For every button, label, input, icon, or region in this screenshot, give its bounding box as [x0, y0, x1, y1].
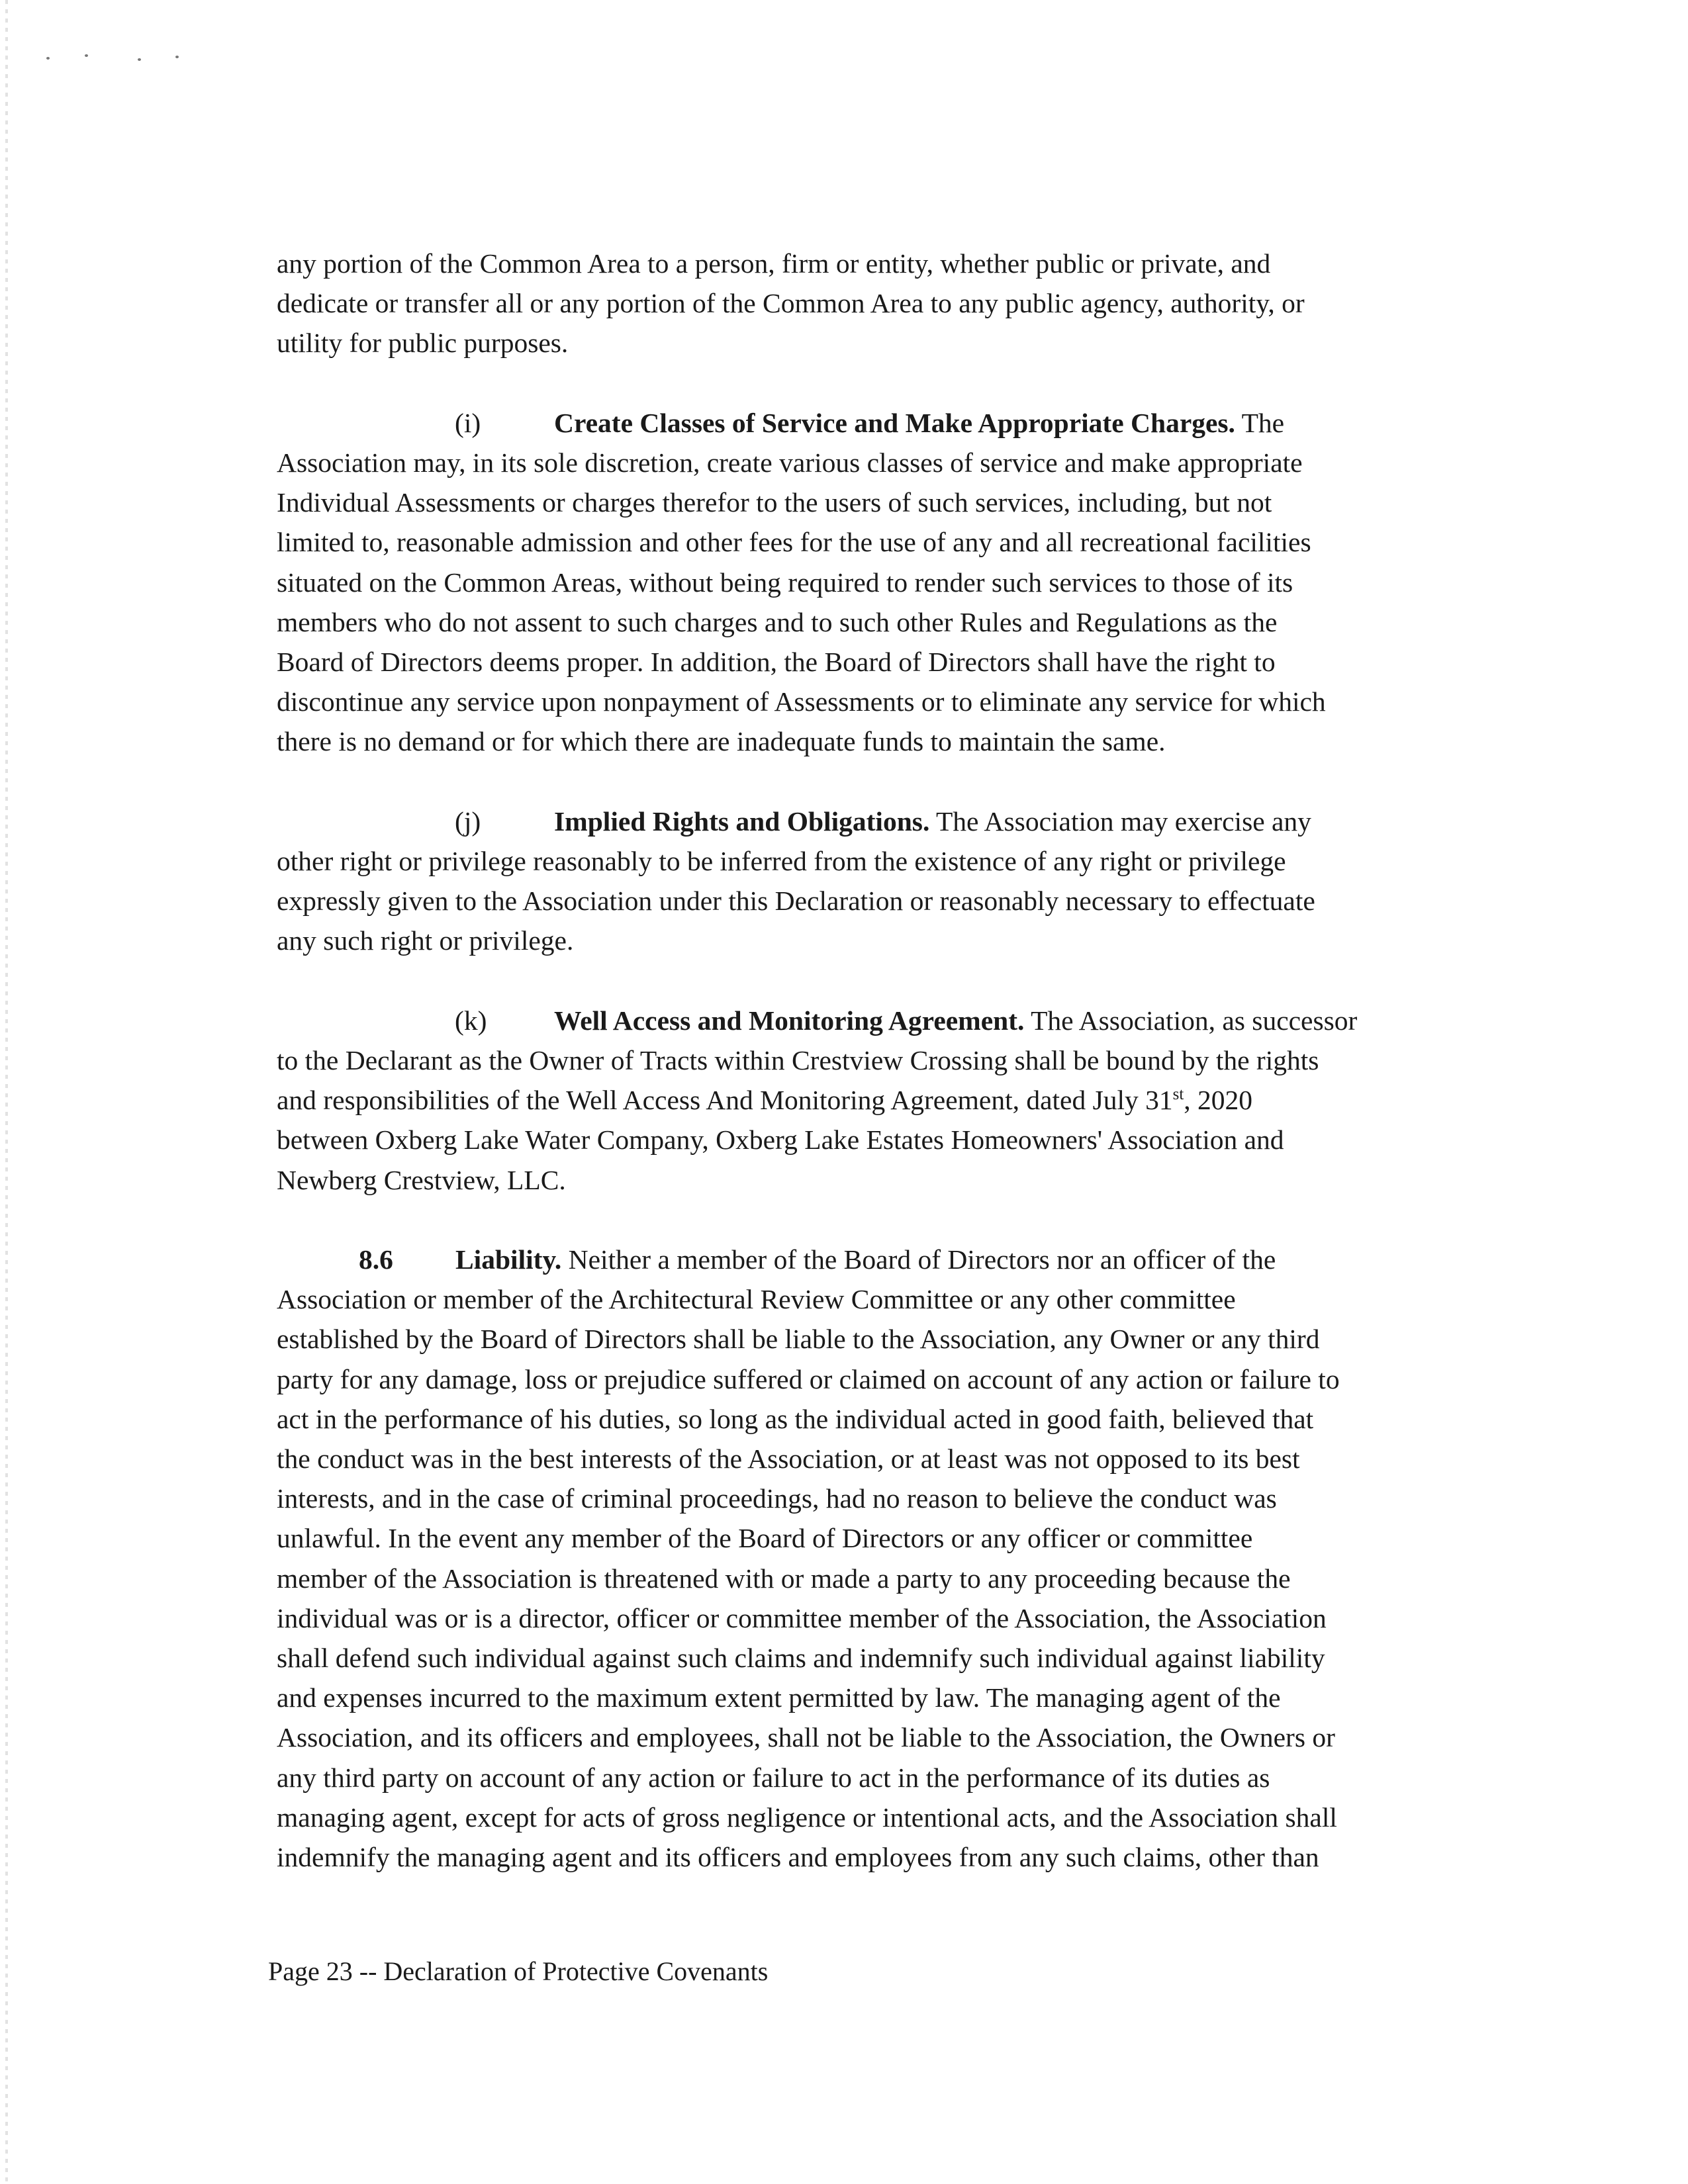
paragraph-heading: Create Classes of Service and Make Appropriate Charges.	[554, 407, 1235, 438]
scan-specks	[40, 52, 205, 65]
document-body	[277, 244, 1468, 1917]
paragraph-number: (k)	[455, 1005, 487, 1036]
paragraph-i	[277, 403, 1468, 762]
text-line: interests, and in the case of criminal proceedings, had no reason to believe the conduct was	[277, 1483, 1277, 1514]
text-line: discontinue any service upon nonpayment of Assessments or to eliminate any service for which	[277, 686, 1326, 717]
text-line: situated on the Common Areas, without being required to render such services to those of its	[277, 567, 1293, 598]
speck	[175, 56, 179, 58]
text-line: Newberg Crestview, LLC.	[277, 1164, 566, 1195]
text-line: established by the Board of Directors shall be liable to the Association, any Owner or any third	[277, 1324, 1320, 1355]
section-lead-line	[277, 1240, 1468, 1279]
text-line: individual was or is a director, officer or committee member of the Association, the Association	[277, 1602, 1327, 1633]
paragraph-lead-line	[277, 801, 1468, 841]
text-line: shall defend such individual against such claims and indemnify such individual against liability	[277, 1643, 1325, 1674]
text-line: Association may, in its sole discretion, create various classes of service and make appropriate	[277, 447, 1303, 478]
text-line: dedicate or transfer all or any portion of the Common Area to any public agency, authority, or	[277, 288, 1305, 319]
ordinal-suffix: st	[1172, 1085, 1184, 1104]
text-fragment: The	[1235, 407, 1285, 438]
text-line	[277, 1080, 1468, 1120]
text-fragment: and responsibilities of the Well Access And Monitoring Agreement, dated July 31	[277, 1085, 1173, 1116]
text-line: any third party on account of any action or failure to act in the performance of its duties as	[277, 1762, 1270, 1793]
scan-edge	[5, 0, 8, 2184]
text-line: any such right or privilege.	[277, 925, 574, 956]
section-heading: Liability.	[455, 1244, 562, 1275]
speck	[85, 54, 88, 57]
text-fragment: The Association, as successor	[1024, 1005, 1358, 1036]
speck	[46, 57, 50, 60]
text-line: any portion of the Common Area to a person, firm or entity, whether public or private, and	[277, 248, 1271, 279]
text-line: party for any damage, loss or prejudice suffered or claimed on account of any action or failure to	[277, 1363, 1340, 1394]
speck	[138, 58, 141, 61]
paragraph-lead-line	[277, 403, 1468, 443]
text-line: expressly given to the Association under this Declaration or reasonably necessary to effectuate	[277, 886, 1315, 917]
paragraph-number: (j)	[455, 805, 481, 837]
section-8-6	[277, 1240, 1468, 1877]
paragraph-heading: Implied Rights and Obligations.	[554, 805, 930, 837]
text-line: limited to, reasonable admission and other fees for the use of any and all recreational facilities	[277, 527, 1311, 558]
text-line: and expenses incurred to the maximum extent permitted by law. The managing agent of the	[277, 1682, 1281, 1713]
paragraph-lead-line	[277, 1001, 1468, 1040]
paragraph-heading: Well Access and Monitoring Agreement.	[554, 1005, 1025, 1036]
text-line: there is no demand or for which there are inadequate funds to maintain the same.	[277, 726, 1166, 757]
text-line: act in the performance of his duties, so long as the individual acted in good faith, believed that	[277, 1403, 1314, 1434]
page-footer: Page 23 -- Declaration of Protective Covenants	[268, 1956, 769, 1986]
text-line: unlawful. In the event any member of the Board of Directors or any officer or committee	[277, 1523, 1253, 1554]
text-line: utility for public purposes.	[277, 328, 569, 359]
text-line: managing agent, except for acts of gross negligence or intentional acts, and the Association shall	[277, 1801, 1337, 1833]
text-line: Individual Assessments or charges therefor to the users of such services, including, but not	[277, 487, 1272, 518]
text-line: members who do not assent to such charges and to such other Rules and Regulations as the	[277, 606, 1278, 637]
text-line: the conduct was in the best interests of the Association, or at least was not opposed to its best	[277, 1443, 1300, 1475]
text-line: member of the Association is threatened with or made a party to any proceeding because the	[277, 1563, 1291, 1594]
text-fragment: , 2020	[1184, 1085, 1253, 1116]
text-line: Association or member of the Architectural Review Committee or any other committee	[277, 1284, 1236, 1315]
text-line: to the Declarant as the Owner of Tracts within Crestview Crossing shall be bound by the rights	[277, 1045, 1319, 1076]
text-fragment: Neither a member of the Board of Directors nor an officer of the	[561, 1244, 1276, 1275]
text-line: between Oxberg Lake Water Company, Oxberg Lake Estates Homeowners' Association and	[277, 1124, 1284, 1156]
paragraph-k	[277, 1001, 1468, 1200]
continuation-paragraph	[277, 244, 1468, 363]
text-line: other right or privilege reasonably to be inferred from the existence of any right or privilege	[277, 846, 1286, 877]
paragraph-number: (i)	[455, 407, 481, 438]
text-fragment: The Association may exercise any	[929, 805, 1311, 837]
paragraph-j	[277, 801, 1468, 961]
text-line: Association, and its officers and employees, shall not be liable to the Association, the Owners or	[277, 1722, 1335, 1753]
text-line: indemnify the managing agent and its officers and employees from any such claims, other than	[277, 1842, 1319, 1873]
text-line: Board of Directors deems proper. In addition, the Board of Directors shall have the right to	[277, 647, 1276, 678]
section-number: 8.6	[359, 1244, 393, 1275]
